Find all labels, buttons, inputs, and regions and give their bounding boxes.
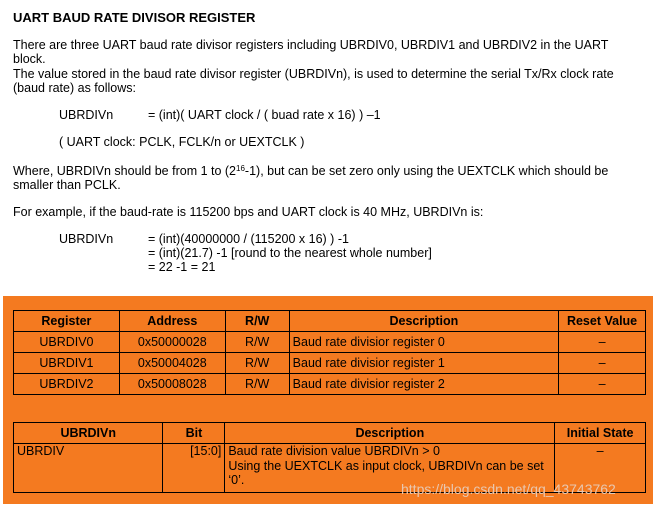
header-initial-state: Initial State: [555, 423, 646, 444]
where-superscript: 16: [236, 164, 245, 173]
cell-rw: R/W: [225, 353, 289, 374]
cell-description: Baud rate divisior register 0: [289, 332, 558, 353]
cell-address: 0x50008028: [119, 374, 225, 395]
where-text-2: -1), but can be set zero only using the UEXTCLK which should be: [244, 164, 609, 178]
bit-table-header: [14, 423, 646, 444]
cell-reset-value: –: [559, 374, 646, 395]
where-line-2: smaller than PCLK.: [13, 178, 121, 192]
cell-address: 0x50004028: [119, 353, 225, 374]
cell-register: UBRDIV2: [14, 374, 120, 395]
table-row: [14, 374, 646, 395]
cell-description: Baud rate divisior register 2: [289, 374, 558, 395]
cell-rw: R/W: [225, 332, 289, 353]
example-step-3: = 22 -1 = 21: [148, 260, 216, 274]
example-label: UBRDIVn: [59, 232, 114, 246]
header-register: Register: [14, 311, 120, 332]
cell-register: UBRDIV1: [14, 353, 120, 374]
intro-line-2: block.: [13, 52, 46, 66]
description-line-3: ‘0’.: [228, 473, 245, 487]
watermark: https://blog.csdn.net/qq_43743762: [401, 481, 616, 497]
intro-line-3: The value stored in the baud rate divisor register (UBRDIVn), is used to determine the serial Tx/Rx clock rate: [13, 67, 614, 81]
cell-bit: [15:0]: [163, 444, 225, 493]
intro-line-1: There are three UART baud rate divisor registers including UBRDIV0, UBRDIV1 and UBRDIV2 in the UART: [13, 38, 609, 52]
formula-label: UBRDIVn: [59, 108, 114, 122]
where-line-1: [13, 164, 608, 179]
cell-register: UBRDIV0: [14, 332, 120, 353]
table-row: [14, 353, 646, 374]
description-line-2: Using the UEXTCLK as input clock, UBRDIVn can be set: [228, 458, 544, 473]
cell-reset-value: –: [559, 332, 646, 353]
cell-name: UBRDIV: [14, 444, 163, 493]
page-title: UART BAUD RATE DIVISOR REGISTER: [13, 10, 256, 25]
header-reset-value: Reset Value: [559, 311, 646, 332]
cell-reset-value: –: [559, 353, 646, 374]
cell-description: Baud rate divisior register 1: [289, 353, 558, 374]
example-intro: For example, if the baud-rate is 115200 bps and UART clock is 40 MHz, UBRDIVn is:: [13, 205, 484, 219]
header-description: Description: [289, 311, 558, 332]
table-row: [14, 332, 646, 353]
cell-initial-state: –: [555, 444, 646, 493]
header-description: Description: [225, 423, 555, 444]
register-table: [13, 310, 646, 395]
cell-address: 0x50000028: [119, 332, 225, 353]
description-line-1: Baud rate division value UBRDIVn > 0: [228, 444, 440, 458]
header-address: Address: [119, 311, 225, 332]
cell-rw: R/W: [225, 374, 289, 395]
header-rw: R/W: [225, 311, 289, 332]
where-text-1: Where, UBRDIVn should be from 1 to (2: [13, 164, 237, 178]
header-bit: Bit: [163, 423, 225, 444]
intro-line-4: (baud rate) as follows:: [13, 81, 136, 95]
example-step-1: = (int)(40000000 / (115200 x 16) ) -1: [148, 232, 349, 246]
formula-expression: = (int)( UART clock / ( buad rate x 16) ) –1: [148, 108, 381, 122]
example-step-2: = (int)(21.7) -1 [round to the nearest whole number]: [148, 246, 432, 260]
header-ubrdivn: UBRDIVn: [14, 423, 163, 444]
clock-note: ( UART clock: PCLK, FCLK/n or UEXTCLK ): [59, 135, 305, 149]
register-table-header: [14, 311, 646, 332]
